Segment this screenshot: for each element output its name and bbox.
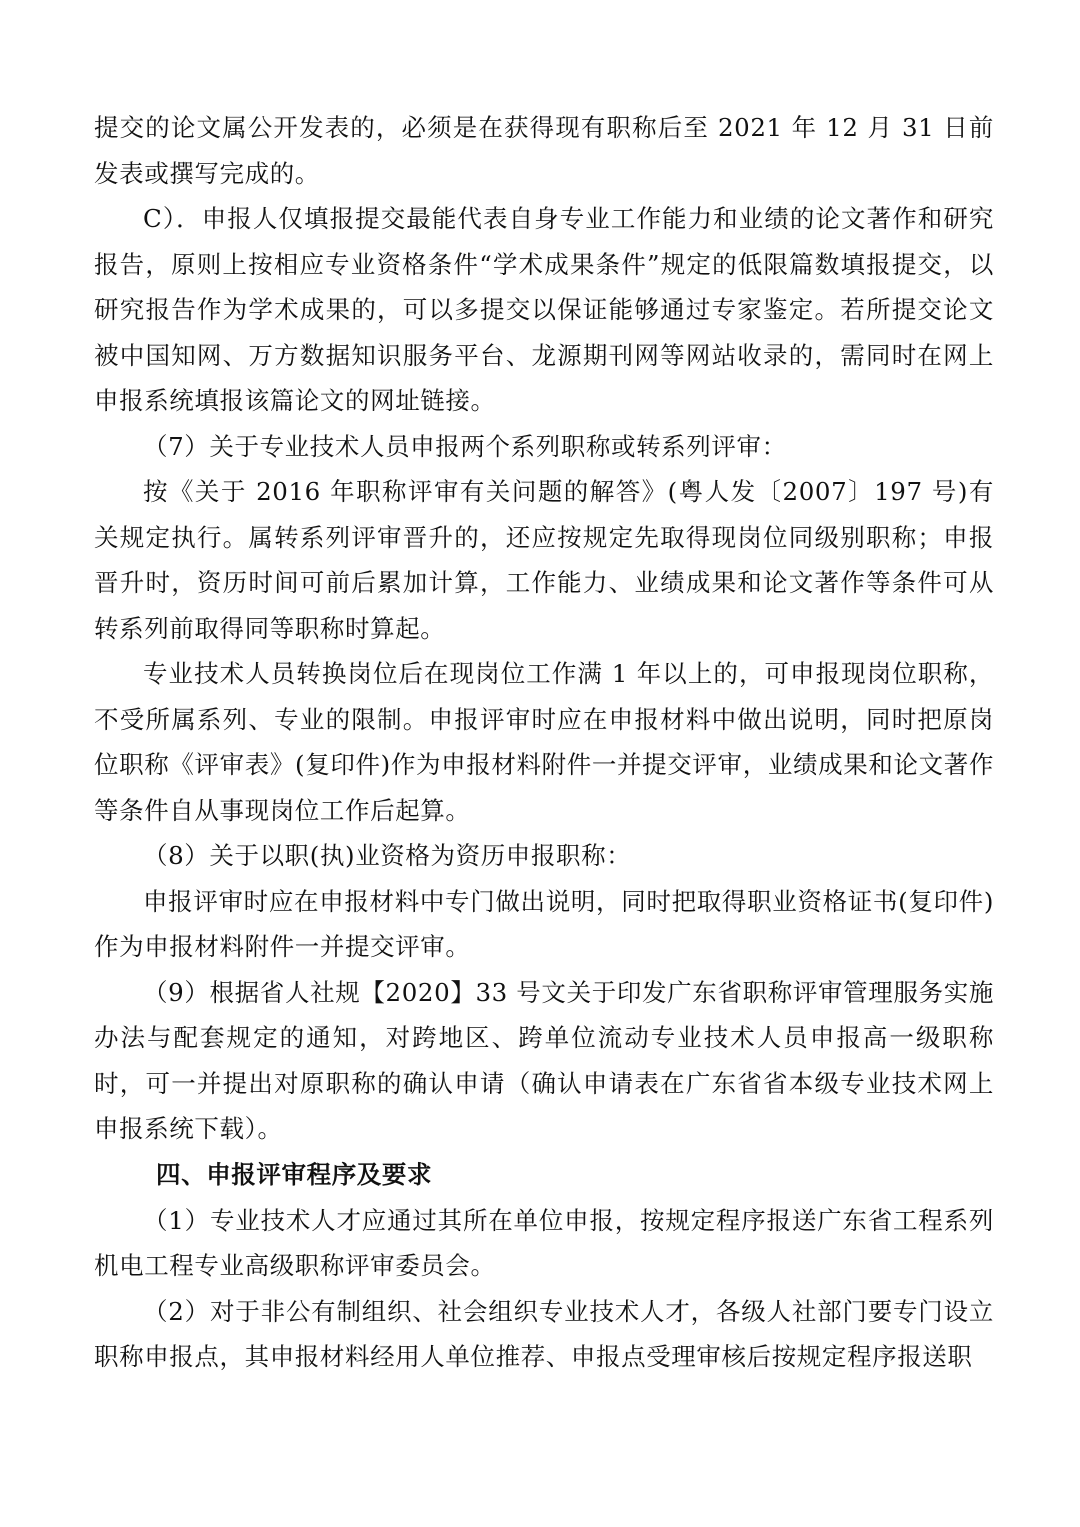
section-heading-procedure: 四、申报评审程序及要求 [156,1159,433,1189]
paragraph-job-change-rules: 专业技术人员转换岗位后在现岗位工作满 1 年以上的，可申报现岗位职称，不受所属系列、专业的限制。申报评审时应在申报材料中做出说明，同时把原岗位职称《评审表》(复印件)作为申报材料附件一并提交评审，业绩成果和论文著作等条件自从事现岗位工作后起算。 [94,659,994,825]
paragraph-transfer-series-rules: 按《关于 2016 年职称评审有关问题的解答》(粤人发〔2007〕197 号)有关规定执行。属转系列评审晋升的，还应按规定先取得现岗位同级别职称；申报晋升时，资历时间可前后累加计算，工作能力、业绩成果和论文著作等条件可从转系列前取得同等职称时算起。 [94,477,994,643]
document-page [94,105,994,1380]
paragraph-procedure-2: （2）对于非公有制组织、社会组织专业技术人才，各级人社部门要专门设立职称申报点，其申报材料经用人单位推荐、申报点受理审核后按规定程序报送职 [94,1296,994,1371]
paragraph-item-8-title: （8）关于以职(执)业资格为资历申报职称： [143,841,632,870]
paragraph-item-7-title: （7）关于专业技术人员申报两个系列职称或转系列评审： [143,431,787,461]
paragraph-procedure-1: （1）专业技术人才应通过其所在单位申报，按规定程序报送广东省工程系列机电工程专业高级职称评审委员会。 [94,1205,994,1280]
paragraph-paper-publication-deadline: 提交的论文属公开发表的，必须是在获得现有职称后至 2021 年 12 月 31 日前发表或撰写完成的。 [94,113,994,188]
paragraph-representative-works: C）．申报人仅填报提交最能代表自身专业工作能力和业绩的论文著作和研究报告，原则上按相应专业资格条件“学术成果条件”规定的低限篇数填报提交，以研究报告作为学术成果的，可以多提交以保证能够通过专家鉴定。若所提交论文被中国知网、万方数据知识服务平台、龙源期刊网等网站收录的，需同时在网上申报系统填报该篇论文的网址链接。 [94,204,994,415]
paragraph-item-9-confirmation: （9）根据省人社规【2020】33 号文关于印发广东省职称评审管理服务实施办法与配套规定的通知，对跨地区、跨单位流动专业技术人员申报高一级职称时，可一并提出对原职称的确认申请（确认申请表在广东省省本级专业技术网上申报系统下载）。 [94,977,994,1143]
paragraph-qualification-certificate: 申报评审时应在申报材料中专门做出说明，同时把取得职业资格证书(复印件)作为申报材料附件一并提交评审。 [94,886,994,961]
